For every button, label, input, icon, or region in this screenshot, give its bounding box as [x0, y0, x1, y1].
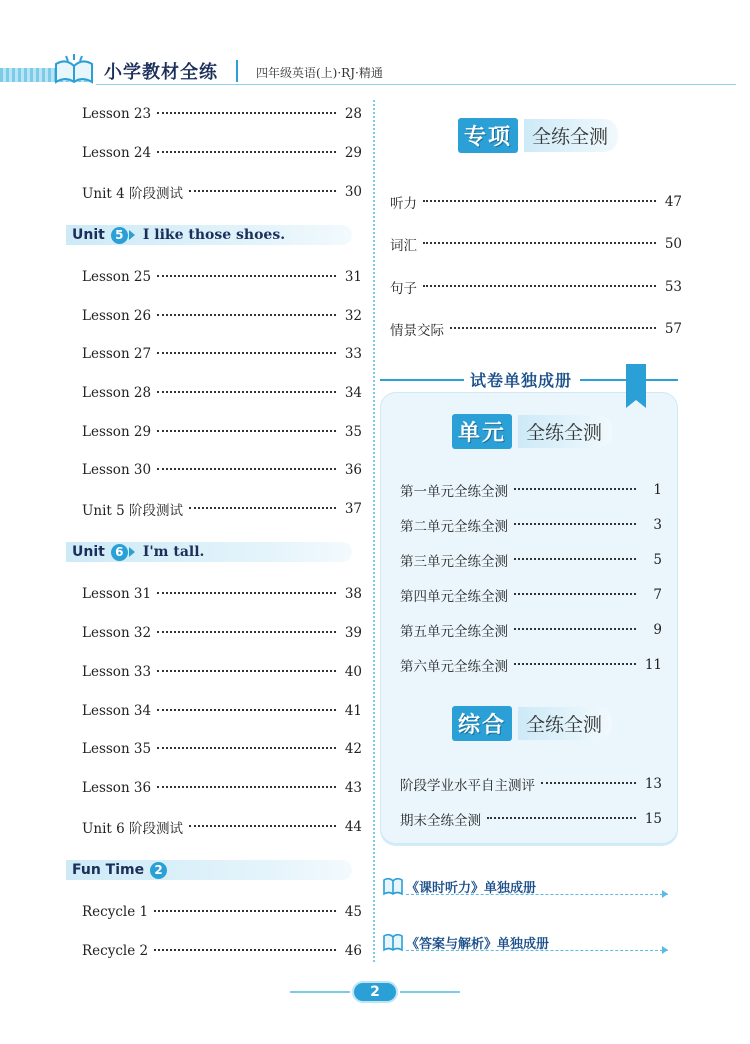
- dashed-rule: [406, 950, 668, 951]
- leader-dots: [189, 505, 336, 509]
- toc-label: Lesson 30: [82, 462, 152, 478]
- toc-page: 38: [344, 586, 362, 602]
- toc-page: 46: [344, 943, 362, 959]
- leader-dots: [157, 110, 336, 114]
- extra-booklet-note: [382, 930, 672, 956]
- arrow-icon: [662, 946, 668, 954]
- toc-label: Lesson 35: [82, 741, 152, 757]
- footer-rule: [400, 991, 460, 993]
- toc-label: Lesson 26: [82, 308, 152, 324]
- header-subtitle: 四年级英语(上)·RJ·精通: [256, 66, 383, 80]
- open-book-icon: [52, 54, 96, 84]
- toc-row[interactable]: [82, 817, 362, 837]
- toc-row[interactable]: [82, 306, 362, 326]
- toc-row[interactable]: [82, 662, 362, 682]
- toc-label: 期末全练全测: [400, 813, 481, 829]
- unit-title: I like those shoes.: [142, 227, 286, 243]
- leader-dots: [514, 486, 636, 490]
- leader-dots: [157, 784, 336, 788]
- page-footer: [290, 980, 460, 1004]
- fun-time-heading: [66, 860, 352, 880]
- toc-page: 29: [344, 145, 362, 161]
- footer-rule: [290, 991, 350, 993]
- toc-label: Unit 5 阶段测试: [82, 503, 183, 519]
- unit-title: I'm tall.: [142, 544, 205, 560]
- toc-page: 1: [653, 482, 662, 498]
- dashed-rule: [406, 894, 668, 895]
- toc-label: 第四单元全练全测: [400, 589, 508, 605]
- header-title: 小学教材全练: [104, 62, 218, 83]
- page-number: 2: [352, 981, 398, 1003]
- toc-label: 阶段学业水平自主测评: [400, 778, 535, 794]
- leader-dots: [189, 188, 336, 192]
- toc-label: Lesson 24: [82, 145, 152, 161]
- leader-dots: [157, 707, 336, 711]
- toc-page: 35: [344, 424, 362, 440]
- toc-label: Lesson 27: [82, 346, 152, 362]
- toc-label: Unit 6 阶段测试: [82, 821, 183, 837]
- leader-dots: [514, 521, 636, 525]
- arrow-icon: [662, 890, 668, 898]
- toc-row[interactable]: [82, 902, 362, 922]
- toc-label: 句子: [390, 281, 417, 297]
- booklet-title: 试卷单独成册: [464, 368, 578, 391]
- bookmark-icon: [626, 364, 646, 400]
- toc-row[interactable]: [82, 267, 362, 287]
- leader-dots: [450, 325, 656, 329]
- comprehensive-section-heading: [452, 704, 612, 742]
- toc-label: Lesson 36: [82, 780, 152, 796]
- unit-5-heading: [66, 225, 352, 245]
- toc-label: Lesson 32: [82, 625, 152, 641]
- toc-page: 28: [344, 106, 362, 122]
- page-header: [0, 50, 750, 90]
- title-rule: [380, 379, 470, 381]
- leader-dots: [514, 626, 636, 630]
- toc-row[interactable]: [400, 809, 662, 829]
- toc-label: 词汇: [390, 238, 417, 254]
- leader-dots: [189, 823, 336, 827]
- book-icon: [382, 876, 404, 896]
- unit-section-heading: [452, 412, 612, 450]
- leader-dots: [157, 350, 336, 354]
- toc-label: Lesson 33: [82, 664, 152, 680]
- extra-booklet-note: [382, 874, 672, 900]
- toc-page: 34: [344, 385, 362, 401]
- toc-label: Lesson 34: [82, 703, 152, 719]
- leader-dots: [157, 428, 336, 432]
- toc-label: Unit 4 阶段测试: [82, 186, 183, 202]
- toc-page: 37: [344, 501, 362, 517]
- toc-label: Lesson 31: [82, 586, 152, 602]
- leader-dots: [157, 466, 336, 470]
- arrow-icon: [129, 230, 135, 240]
- leader-dots: [487, 815, 636, 819]
- toc-label: 听力: [390, 196, 417, 212]
- toc-row[interactable]: [390, 234, 682, 254]
- leader-dots: [157, 629, 336, 633]
- toc-row[interactable]: [82, 422, 362, 442]
- toc-page: 11: [644, 657, 662, 673]
- toc-label: 第三单元全练全测: [400, 554, 508, 570]
- toc-row[interactable]: [400, 550, 662, 570]
- unit-word: Unit: [72, 227, 105, 243]
- toc-row[interactable]: [390, 192, 682, 212]
- leader-dots: [157, 590, 336, 594]
- toc-page: 45: [344, 904, 362, 920]
- toc-row[interactable]: [390, 277, 682, 297]
- header-rule: [96, 84, 736, 85]
- fun-time-number-badge: 2: [150, 862, 167, 879]
- toc-row[interactable]: [82, 499, 362, 519]
- unit-6-heading: [66, 542, 352, 562]
- toc-row[interactable]: [400, 620, 662, 640]
- leader-dots: [541, 780, 636, 784]
- toc-label: Lesson 29: [82, 424, 152, 440]
- unit-number-badge: 6: [111, 544, 128, 561]
- toc-row[interactable]: [82, 104, 362, 124]
- extra-text: 《课时听力》单独成册: [406, 881, 537, 896]
- leader-dots: [157, 668, 336, 672]
- toc-page: 41: [344, 703, 362, 719]
- leader-dots: [514, 661, 636, 665]
- toc-page: 36: [344, 462, 362, 478]
- toc-label: 第二单元全练全测: [400, 519, 508, 535]
- toc-page: 57: [664, 321, 682, 337]
- toc-row[interactable]: [82, 623, 362, 643]
- toc-row[interactable]: [82, 182, 362, 202]
- section-subtitle: 全练全测: [524, 119, 618, 152]
- leader-dots: [157, 389, 336, 393]
- leader-dots: [154, 908, 336, 912]
- section-tag: 单元: [452, 414, 512, 449]
- toc-page: 3: [653, 517, 662, 533]
- leader-dots: [423, 240, 656, 244]
- toc-page: 53: [664, 279, 682, 295]
- unit-number-badge: 5: [111, 227, 128, 244]
- leader-dots: [154, 947, 336, 951]
- toc-label: Lesson 23: [82, 106, 152, 122]
- toc-page: 50: [664, 236, 682, 252]
- book-icon: [382, 932, 404, 952]
- column-divider: [373, 100, 375, 962]
- toc-page: 47: [664, 194, 682, 210]
- leader-dots: [157, 149, 336, 153]
- header-separator: [236, 60, 238, 82]
- special-section-heading: [458, 116, 618, 154]
- leader-dots: [423, 198, 656, 202]
- leader-dots: [514, 556, 636, 560]
- toc-label: Lesson 25: [82, 269, 152, 285]
- toc-label: 情景交际: [390, 323, 444, 339]
- toc-row[interactable]: [82, 739, 362, 759]
- leader-dots: [157, 745, 336, 749]
- toc-page: 44: [344, 819, 362, 835]
- section-tag: 综合: [452, 706, 512, 741]
- toc-page: 30: [344, 184, 362, 200]
- unit-word: Unit: [72, 544, 105, 560]
- toc-page: 40: [344, 664, 362, 680]
- toc-page: 42: [344, 741, 362, 757]
- toc-row[interactable]: [82, 460, 362, 480]
- leader-dots: [514, 591, 636, 595]
- leader-dots: [157, 312, 336, 316]
- toc-row[interactable]: [400, 585, 662, 605]
- extra-text: 《答案与解析》单独成册: [406, 937, 550, 952]
- toc-label: 第一单元全练全测: [400, 484, 508, 500]
- arrow-icon: [129, 547, 135, 557]
- toc-row[interactable]: [82, 584, 362, 604]
- toc-row[interactable]: [82, 701, 362, 721]
- toc-row[interactable]: [82, 941, 362, 961]
- toc-label: Recycle 2: [82, 943, 149, 959]
- toc-page: 15: [644, 811, 662, 827]
- toc-label: Lesson 28: [82, 385, 152, 401]
- toc-page: 43: [344, 780, 362, 796]
- toc-row[interactable]: [82, 143, 362, 163]
- toc-label: 第六单元全练全测: [400, 659, 508, 675]
- fun-time-word: Fun Time: [72, 862, 145, 878]
- toc-label: Recycle 1: [82, 904, 149, 920]
- toc-row[interactable]: [400, 480, 662, 500]
- leader-dots: [423, 283, 656, 287]
- toc-page: 13: [644, 776, 662, 792]
- toc-row[interactable]: [82, 344, 362, 364]
- section-subtitle: 全练全测: [518, 707, 612, 740]
- toc-row[interactable]: [400, 515, 662, 535]
- toc-row[interactable]: [400, 774, 662, 794]
- leader-dots: [157, 273, 336, 277]
- toc-page: 9: [653, 622, 662, 638]
- toc-row[interactable]: [82, 778, 362, 798]
- toc-page: 33: [344, 346, 362, 362]
- toc-page: 31: [344, 269, 362, 285]
- toc-page: 32: [344, 308, 362, 324]
- toc-page: 7: [653, 587, 662, 603]
- section-subtitle: 全练全测: [518, 415, 612, 448]
- toc-page: 5: [653, 552, 662, 568]
- section-tag: 专项: [458, 118, 518, 153]
- toc-row[interactable]: [82, 383, 362, 403]
- toc-row[interactable]: [400, 655, 662, 675]
- toc-page: 39: [344, 625, 362, 641]
- toc-label: 第五单元全练全测: [400, 624, 508, 640]
- toc-row[interactable]: [390, 319, 682, 339]
